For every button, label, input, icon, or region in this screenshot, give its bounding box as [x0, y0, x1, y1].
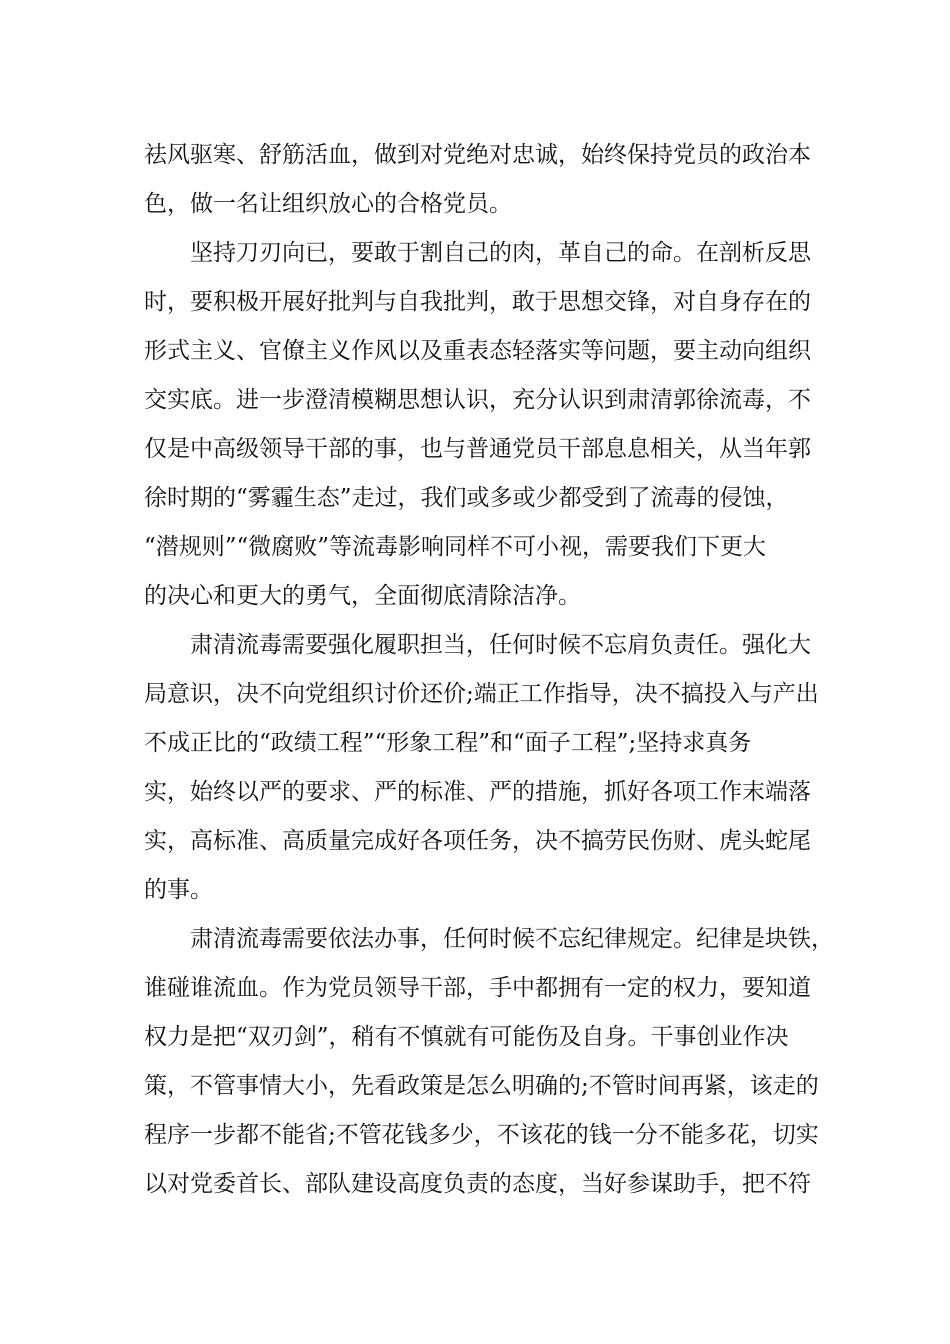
- text-line: 权力是把“双刃剑”，稍有不慎就有可能伤及自身。干事创业作决: [144, 1024, 789, 1050]
- text-line: 的事。: [144, 877, 213, 903]
- text-line: “潜规则”“微腐败”等流毒影响同样不可小视，需要我们下更大: [144, 534, 767, 560]
- paragraph-start-line: 坚持刀刃向已，要敢于割自己的肉，革自己的命。在剖析反思: [190, 240, 811, 266]
- text-line: 祛风驱寒、舒筋活血，做到对党绝对忠诚，始终保持党员的政治本: [144, 142, 811, 168]
- text-line: 程序一步都不能省;不管花钱多少，不该花的钱一分不能多花，切实: [144, 1122, 819, 1148]
- text-line: 交实底。进一步澄清模糊思想认识，充分认识到肃清郭徐流毒，不: [144, 387, 811, 413]
- text-line: 仅是中高级领导干部的事，也与普通党员干部息息相关，从当年郭: [144, 436, 811, 462]
- text-line: 谁碰谁流血。作为党员领导干部，手中都拥有一定的权力，要知道: [144, 975, 811, 1001]
- text-line: 徐时期的“雾霾生态”走过，我们或多或少都受到了流毒的侵蚀，: [144, 485, 789, 511]
- paragraph-start-line: 肃清流毒需要强化履职担当，任何时候不忘肩负责任。强化大: [190, 632, 811, 658]
- text-line: 实，高标准、高质量完成好各项任务，决不搞劳民伤财、虎头蛇尾: [144, 828, 811, 854]
- text-line: 局意识，决不向党组织讨价还价;端正工作指导，决不搞投入与产出: [144, 681, 819, 707]
- text-line: 不成正比的“政绩工程”“形象工程”和“面子工程”;坚持求真务: [144, 730, 752, 756]
- text-line: 策，不管事情大小，先看政策是怎么明确的;不管时间再紧，该走的: [144, 1073, 819, 1099]
- text-line: 实，始终以严的要求、严的标准、严的措施，抓好各项工作末端落: [144, 779, 811, 805]
- text-line: 的决心和更大的勇气，全面彻底清除洁净。: [144, 583, 581, 609]
- text-line: 时，要积极开展好批判与自我批判，敢于思想交锋，对自身存在的: [144, 289, 811, 315]
- text-line: 色，做一名让组织放心的合格党员。: [144, 191, 512, 217]
- text-line: 形式主义、官僚主义作风以及重表态轻落实等问题，要主动向组织: [144, 338, 811, 364]
- paragraph-start-line: 肃清流毒需要依法办事，任何时候不忘纪律规定。纪律是块铁，: [190, 926, 834, 952]
- text-line: 以对党委首长、部队建设高度负责的态度，当好参谋助手，把不符: [144, 1171, 811, 1197]
- body-text: [144, 131, 834, 1209]
